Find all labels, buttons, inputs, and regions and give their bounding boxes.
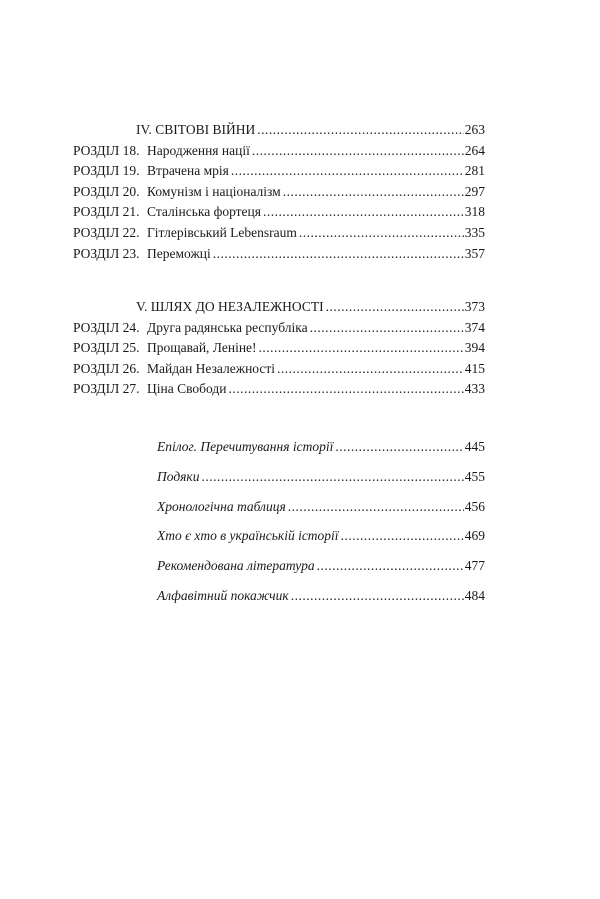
part-v-section (73, 297, 485, 400)
leader-dots (231, 161, 464, 182)
page-number: 469 (464, 528, 485, 544)
chapter-row[interactable] (73, 244, 485, 265)
chapter-title: Гітлерівський Lebensraum (147, 224, 297, 240)
chapter-title: Майдан Незалежності (147, 360, 276, 376)
page-number: 455 (464, 468, 485, 484)
chapter-row[interactable] (73, 141, 485, 162)
page-number: 374 (464, 319, 485, 335)
chapter-row[interactable] (73, 182, 485, 203)
leader-dots (259, 338, 464, 359)
chapter-number: РОЗДІЛ 20. (73, 183, 140, 199)
chapter-number: РОЗДІЛ 18. (73, 142, 140, 158)
back-matter-title: Подяки (157, 468, 200, 484)
back-matter-section (73, 432, 485, 611)
chapter-title: Переможці (147, 245, 211, 261)
page-number: 433 (464, 381, 485, 397)
leader-dots (326, 297, 464, 318)
page-number: 335 (464, 224, 485, 240)
chapter-title: Втрачена мрія (147, 163, 229, 179)
chapter-number: РОЗДІЛ 24. (73, 319, 140, 335)
leader-dots (299, 223, 464, 244)
chapter-number: РОЗДІЛ 21. (73, 204, 140, 220)
chapter-row[interactable] (73, 318, 485, 339)
chapter-row[interactable] (73, 379, 485, 400)
chapter-row[interactable] (73, 338, 485, 359)
chapter-title: Ціна Свободи (147, 381, 227, 397)
back-matter-title: Епілог. Перечитування історії (157, 439, 334, 454)
leader-dots (252, 141, 464, 162)
back-matter-row[interactable] (73, 462, 485, 492)
page-number: 445 (464, 439, 485, 454)
part-heading: V. ШЛЯХ ДО НЕЗАЛЕЖНОСТІ (136, 299, 324, 314)
page-number: 484 (464, 587, 485, 603)
back-matter-row[interactable] (73, 551, 485, 581)
leader-dots (228, 379, 463, 400)
chapter-number: РОЗДІЛ 19. (73, 163, 140, 179)
chapter-number: РОЗДІЛ 26. (73, 360, 140, 376)
back-matter-title: Рекомендована література (157, 558, 315, 574)
page-number: 357 (464, 245, 485, 261)
leader-dots (213, 244, 464, 265)
chapter-number: РОЗДІЛ 25. (73, 340, 140, 356)
page-number: 297 (464, 183, 485, 199)
chapter-title: Сталінська фортеця (147, 204, 261, 220)
page-number: 264 (464, 142, 485, 158)
page-number: 281 (464, 163, 485, 179)
page-number: 477 (464, 558, 485, 574)
chapter-title: Комунізм і націоналізм (147, 183, 281, 199)
part-heading-row[interactable] (73, 297, 485, 318)
chapter-title: Народження нації (147, 142, 250, 158)
chapter-row[interactable] (73, 223, 485, 244)
chapter-title: Друга радянська республіка (147, 319, 308, 335)
chapter-row[interactable] (73, 359, 485, 380)
chapter-number: РОЗДІЛ 22. (73, 224, 140, 240)
leader-dots (288, 492, 464, 522)
back-matter-title: Хронологічна таблиця (157, 498, 286, 514)
back-matter-row[interactable] (73, 492, 485, 522)
page-number: 415 (464, 360, 485, 376)
part-heading: IV. СВІТОВІ ВІЙНИ (136, 122, 256, 137)
chapter-title: Прощавай, Леніне! (147, 340, 257, 356)
chapter-row[interactable] (73, 161, 485, 182)
back-matter-title: Хто є хто в українській історії (157, 528, 339, 544)
leader-dots (317, 551, 464, 581)
leader-dots (310, 318, 464, 339)
page-number: 263 (464, 122, 485, 137)
chapter-number: РОЗДІЛ 27. (73, 381, 140, 397)
leader-dots (277, 359, 464, 380)
part-heading-row[interactable] (73, 120, 485, 141)
back-matter-row[interactable] (73, 432, 485, 462)
page-number: 456 (464, 498, 485, 514)
chapter-row[interactable] (73, 202, 485, 223)
page-number: 318 (464, 204, 485, 220)
leader-dots (335, 432, 463, 462)
leader-dots (283, 182, 464, 203)
back-matter-row[interactable] (73, 521, 485, 551)
leader-dots (291, 581, 464, 611)
leader-dots (202, 462, 464, 492)
part-iv-section (73, 120, 485, 264)
page-number: 373 (464, 299, 485, 314)
leader-dots (263, 202, 464, 223)
back-matter-row[interactable] (73, 581, 485, 611)
chapter-number: РОЗДІЛ 23. (73, 245, 140, 261)
back-matter-title: Алфавітний покажчик (157, 587, 289, 603)
page-number: 394 (464, 340, 485, 356)
leader-dots (341, 521, 464, 551)
leader-dots (257, 120, 464, 141)
